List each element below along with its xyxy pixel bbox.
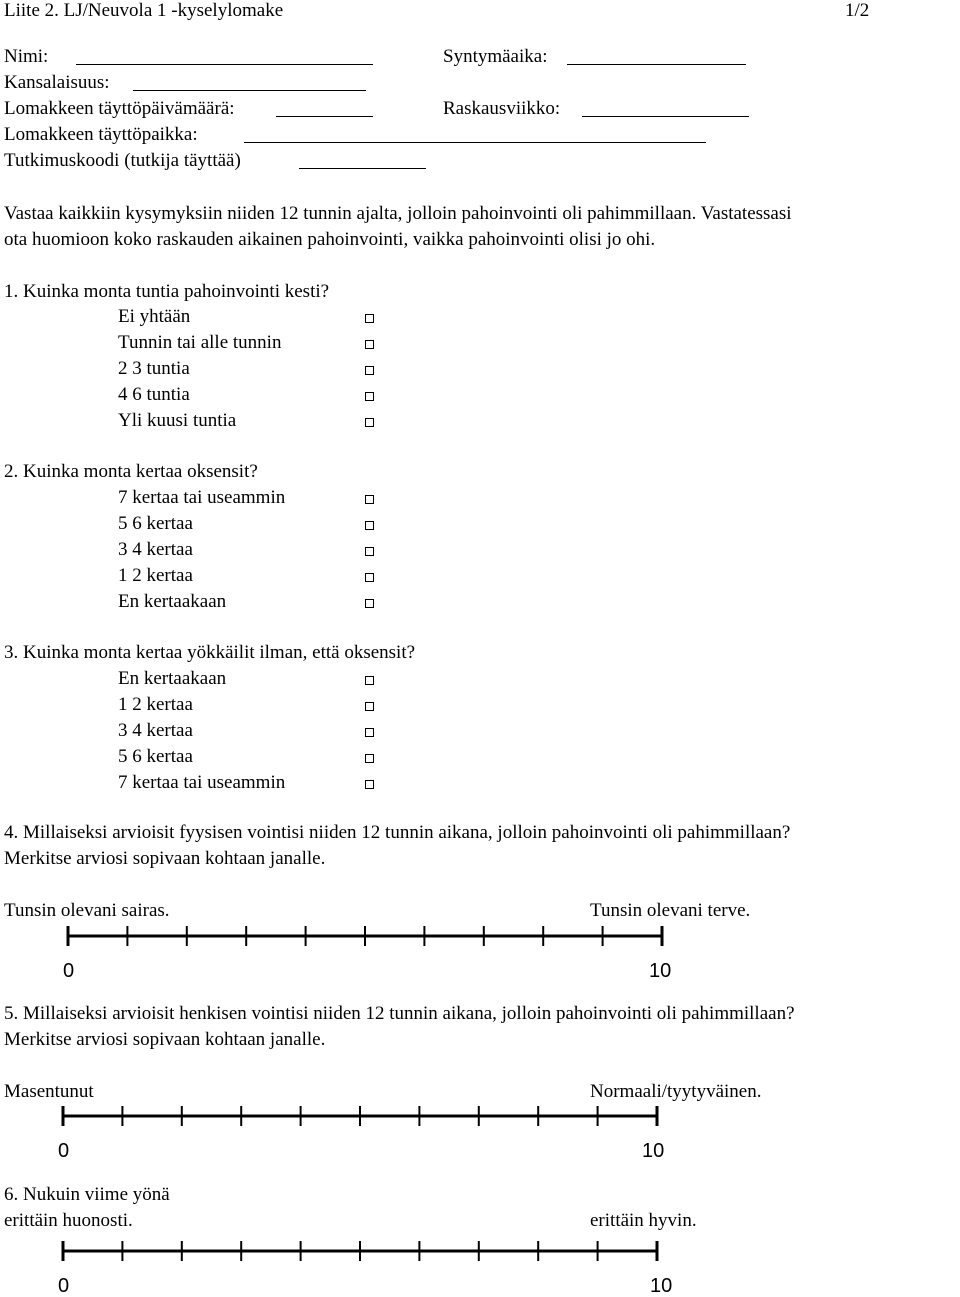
q3-option: En kertaakaan bbox=[118, 668, 227, 689]
q1-option: 4 6 tuntia bbox=[118, 384, 190, 405]
q4-right-label: Tunsin olevani terve. bbox=[590, 900, 751, 921]
q3-option: 5 6 kertaa bbox=[118, 746, 193, 767]
q2-option: 1 2 kertaa bbox=[118, 565, 193, 586]
q5-left-label: Masentunut bbox=[4, 1081, 94, 1102]
q5-min-label: 0 bbox=[58, 1140, 70, 1162]
q2-option: 7 kertaa tai useammin bbox=[118, 487, 286, 508]
q6-left-label: erittäin huonosti. bbox=[4, 1210, 133, 1231]
q5-hint: Merkitse arviosi sopivaan kohtaan janalle. bbox=[4, 1029, 326, 1050]
q1-question: 1. Kuinka monta tuntia pahoinvointi kesti? bbox=[4, 281, 330, 302]
instructions-line-1: Vastaa kaikkiin kysymyksiin niiden 12 tunnin ajalta, jolloin pahoinvointi oli pahimmillaan. Vastatessasi bbox=[4, 203, 792, 224]
q4-hint: Merkitse arviosi sopivaan kohtaan janalle. bbox=[4, 848, 326, 869]
document-title: Liite 2. LJ/Neuvola 1 -kyselylomake bbox=[4, 0, 284, 21]
q4-left-label: Tunsin olevani sairas. bbox=[4, 900, 170, 921]
q1-option: Ei yhtään bbox=[118, 306, 191, 327]
research-code-label: Tutkimuskoodi (tutkija täyttää) bbox=[4, 150, 241, 171]
q5-question: 5. Millaiseksi arvioisit henkisen vointisi niiden 12 tunnin aikana, jolloin pahoinvointi oli pahimmillaan? bbox=[4, 1003, 795, 1024]
q2-question: 2. Kuinka monta kertaa oksensit? bbox=[4, 461, 258, 482]
q3-option: 1 2 kertaa bbox=[118, 694, 193, 715]
q2-option: En kertaakaan bbox=[118, 591, 227, 612]
q4-min-label: 0 bbox=[63, 960, 75, 982]
q3-option: 7 kertaa tai useammin bbox=[118, 772, 286, 793]
nationality-label: Kansalaisuus: bbox=[4, 72, 110, 93]
fill-date-label: Lomakkeen täyttöpäivämäärä: bbox=[4, 98, 235, 119]
fill-place-label: Lomakkeen täyttöpaikka: bbox=[4, 124, 198, 145]
q5-max-label: 10 bbox=[642, 1140, 665, 1162]
q4-question: 4. Millaiseksi arvioisit fyysisen vointisi niiden 12 tunnin aikana, jolloin pahoinvointi oli pahimmillaan? bbox=[4, 822, 791, 843]
q1-option: 2 3 tuntia bbox=[118, 358, 190, 379]
q6-min-label: 0 bbox=[58, 1275, 70, 1297]
page-number: 1/2 bbox=[845, 0, 870, 21]
q6-question: 6. Nukuin viime yönä bbox=[4, 1184, 170, 1205]
q5-right-label: Normaali/tyytyväinen. bbox=[590, 1081, 762, 1102]
instructions-line-2: ota huomioon koko raskauden aikainen pahoinvointi, vaikka pahoinvointi olisi jo ohi. bbox=[4, 229, 656, 250]
q6-right-label: erittäin hyvin. bbox=[590, 1210, 697, 1231]
q1-option: Yli kuusi tuntia bbox=[118, 410, 237, 431]
name-label: Nimi: bbox=[4, 46, 49, 67]
q3-question: 3. Kuinka monta kertaa yökkäilit ilman, että oksensit? bbox=[4, 642, 416, 663]
birthdate-label: Syntymäaika: bbox=[443, 46, 548, 67]
pregnancy-week-label: Raskausviikko: bbox=[443, 98, 561, 119]
q1-option: Tunnin tai alle tunnin bbox=[118, 332, 282, 353]
q2-option: 3 4 kertaa bbox=[118, 539, 193, 560]
q4-max-label: 10 bbox=[649, 960, 672, 982]
q6-max-label: 10 bbox=[650, 1275, 673, 1297]
q3-option: 3 4 kertaa bbox=[118, 720, 193, 741]
q2-option: 5 6 kertaa bbox=[118, 513, 193, 534]
